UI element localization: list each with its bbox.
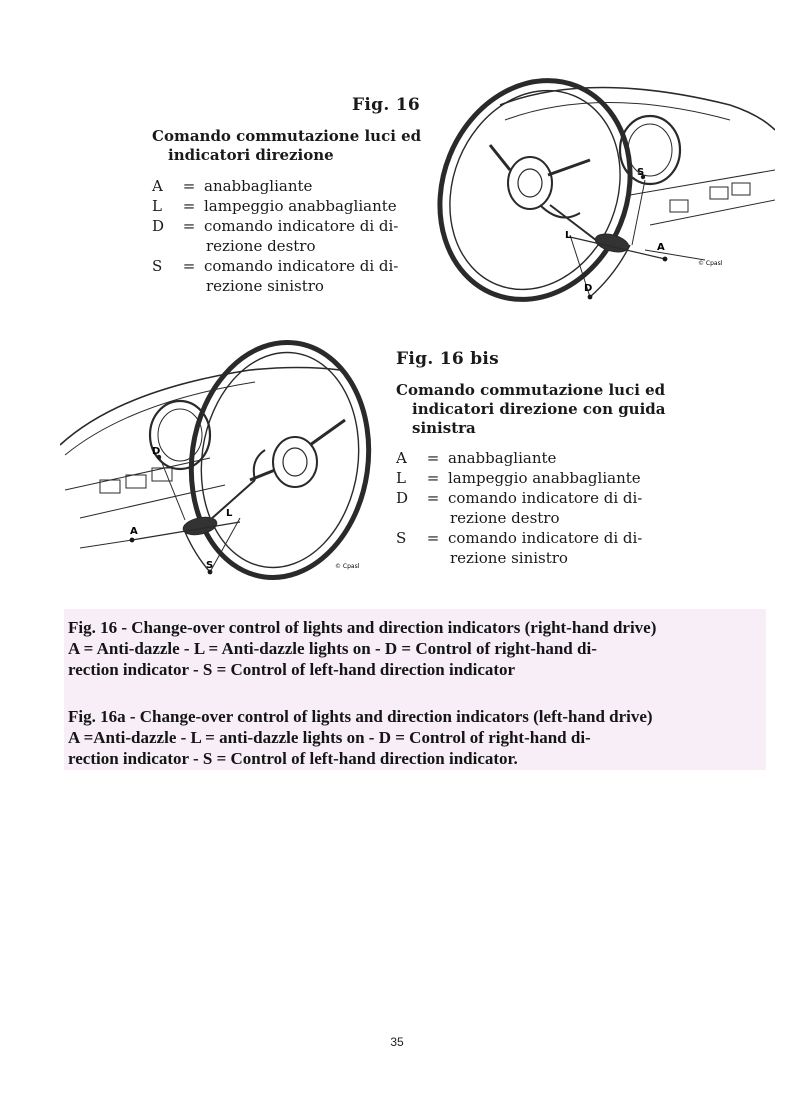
fig16-legend-row-s [152,256,412,296]
fig16-signature: © Cpasl [698,260,723,267]
legend-key: D [396,489,409,507]
fig16bis-label-a: A [130,526,138,537]
legend-equals: = [182,257,196,275]
fig16-label-l: L [565,230,572,241]
legend-key: S [396,529,407,547]
fig16-legend-row-a [152,176,412,196]
fig16bis-title: Fig. 16 bis [396,349,500,369]
legend-desc-cont: rezione destro [206,237,316,255]
fig16bis-legend-row-d [396,488,658,528]
fig16-legend [152,176,412,296]
indicator-lever [210,480,255,520]
fig16bis-legend [396,448,658,568]
fig16-caption-line1: Comando commutazione luci ed [152,127,422,145]
fig16-caption-line2: indicatori direzione [168,146,334,164]
legend-key: A [152,177,163,195]
translation-line: Fig. 16a - Change-over control of lights and direction indicators (left-hand drive) [68,707,653,726]
legend-key: S [152,257,163,275]
legend-equals: = [182,217,196,235]
legend-key: L [152,197,162,215]
translation-fig16 [64,617,766,680]
legend-equals: = [182,177,196,195]
legend-equals: = [426,529,440,547]
legend-desc-cont: rezione sinistro [206,277,324,295]
legend-equals: = [426,469,440,487]
translation-line: rection indicator - S = Control of left-hand direction indicator. [68,749,518,768]
fig16bis-caption-line1: Comando commutazione luci ed [396,381,666,399]
legend-desc: lampeggio anabbagliante [448,469,641,487]
fig16bis-caption-line3: sinistra [412,419,476,437]
translation-fig16a [64,706,766,769]
fig16bis-label-s: S [206,560,214,571]
fig16bis-caption [396,381,676,438]
fig16-legend-row-d [152,216,412,256]
fig16-steering-wheel-illustration [430,75,775,315]
fig16-title: Fig. 16 [352,95,421,115]
legend-desc: comando indicatore di di- [448,529,643,547]
english-translation-box [64,609,766,770]
translation-line: Fig. 16 - Change-over control of lights and direction indicators (right-hand drive) [68,618,657,637]
fig16-label-a: A [657,242,665,253]
legend-desc: lampeggio anabbagliante [204,197,397,215]
legend-key: L [396,469,406,487]
fig16bis-label-l: L [226,508,233,519]
legend-equals: = [182,197,196,215]
legend-desc: comando indicatore di di- [448,489,643,507]
fig16bis-caption-line2: indicatori direzione con guida [412,400,666,418]
fig16bis-steering-wheel-illustration [60,340,380,585]
steering-wheel-rim [176,340,380,585]
fig16bis-legend-row-a [396,448,658,468]
dashboard-edge [500,88,775,131]
legend-desc-cont: rezione destro [450,509,560,527]
legend-key: A [396,449,407,467]
fig16bis-legend-row-s [396,528,658,568]
translation-line: A = Anti-dazzle - L = Anti-dazzle lights on - D = Control of right-hand di- [68,639,597,658]
translation-line: rection indicator - S = Control of left-hand direction indicator [68,660,516,679]
fig16-label-d: D [584,283,593,294]
fig16-caption [152,127,422,165]
legend-key: D [152,217,165,235]
fig16bis-signature: © Cpasl [335,563,360,570]
fig16bis-label-d: D [152,446,161,457]
steering-hub [508,157,552,209]
legend-desc: anabbagliante [448,449,557,467]
fig16-legend-row-l [152,196,412,216]
legend-equals: = [426,449,440,467]
legend-desc: comando indicatore di di- [204,217,399,235]
steering-wheel-rim [430,75,662,315]
page-number: 35 [390,1035,404,1049]
legend-desc: anabbagliante [204,177,313,195]
dashboard-edge [60,368,340,446]
fig16bis-legend-row-l [396,468,658,488]
legend-desc-cont: rezione sinistro [450,549,568,567]
translation-line: A =Anti-dazzle - L = anti-dazzle lights on - D = Control of right-hand di- [68,728,591,747]
legend-equals: = [426,489,440,507]
fig16-label-s: S [637,167,645,178]
legend-desc: comando indicatore di di- [204,257,399,275]
